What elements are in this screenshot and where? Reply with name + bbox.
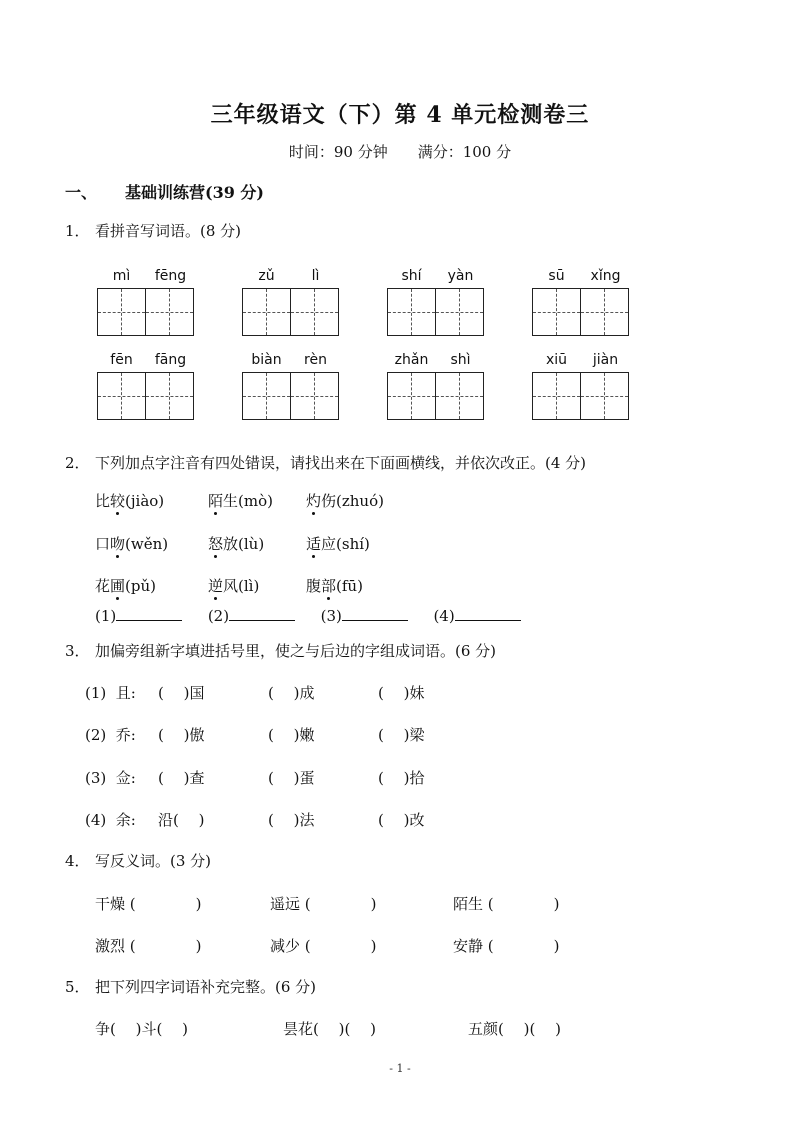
pronunciation-item: 比较(jiào) (95, 492, 165, 510)
pinyin-word-box (387, 352, 485, 412)
writing-cell[interactable] (532, 372, 581, 420)
idiom-item[interactable]: 昙花( )( ) (283, 1020, 376, 1038)
pinyin (242, 352, 340, 370)
radical-label: (1) 且: (85, 684, 136, 702)
pronunciation-item: 口吻(wěn) (95, 535, 169, 553)
pinyin (242, 268, 340, 286)
radical-blank[interactable]: ( )傲 (158, 726, 205, 744)
radical-label: (2) 乔: (85, 726, 136, 744)
dotted-character: 部 (321, 577, 337, 595)
writing-cell[interactable] (145, 288, 194, 336)
pinyin-syllable: rèn (304, 352, 327, 368)
writing-cell[interactable] (435, 288, 484, 336)
pinyin (387, 268, 485, 286)
pinyin-word-box (532, 268, 630, 328)
radical-blank[interactable]: ( )国 (158, 684, 205, 702)
pinyin-syllable: biàn (251, 352, 282, 368)
writing-cell[interactable] (532, 288, 581, 336)
pronunciation-item: 逆风(lì) (208, 577, 260, 595)
answer-blank-2[interactable] (229, 606, 295, 621)
pinyin (532, 352, 630, 370)
antonym-item[interactable]: 干燥 ( ) (95, 895, 202, 913)
writing-cell[interactable] (242, 288, 291, 336)
pronunciation-item: 灼伤(zhuó) (306, 492, 384, 510)
writing-cell[interactable] (580, 372, 629, 420)
pinyin-syllable: xiū (545, 352, 568, 368)
pronunciation-item: 适应(shí) (306, 535, 370, 553)
pinyin-syllable: zǔ (258, 268, 275, 284)
pinyin-word-box (97, 352, 195, 412)
page-title: 三年级语文（下）第 4 单元检测卷三 (210, 102, 590, 128)
radical-blank[interactable]: ( )蛋 (268, 769, 315, 787)
exam-time: 时间：90 分钟 (288, 143, 388, 161)
radical-label: (4) 余: (85, 811, 136, 829)
radical-blank[interactable]: ( )妹 (378, 684, 425, 702)
idiom-item[interactable]: 争( )斗( ) (95, 1020, 188, 1038)
pinyin-syllable: shí (401, 268, 422, 284)
radical-blank[interactable]: ( )拾 (378, 769, 425, 787)
exam-score: 满分：100 分 (417, 143, 512, 161)
radical-blank[interactable]: ( )查 (158, 769, 205, 787)
writing-cell[interactable] (387, 288, 436, 336)
answer-blank-1[interactable] (116, 606, 182, 621)
radical-label: (3) 佥: (85, 769, 136, 787)
pinyin-syllable: xǐng (590, 268, 621, 284)
pinyin-syllable: zhǎn (394, 352, 429, 368)
pinyin-syllable: fēng (154, 268, 187, 284)
pinyin-word-box (387, 268, 485, 328)
antonym-item[interactable]: 遥远 ( ) (270, 895, 377, 913)
question-3: 3． 加偏旁组新字填进括号里，使之与后边的字组成词语。(6 分) (65, 642, 497, 660)
pronunciation-item: 怒放(lù) (208, 535, 265, 553)
radical-blank[interactable]: ( )成 (268, 684, 315, 702)
dotted-character: 吻 (110, 535, 126, 553)
pinyin (97, 352, 195, 370)
radical-blank[interactable]: ( )法 (268, 811, 315, 829)
writing-cell[interactable] (145, 372, 194, 420)
dotted-character: 适 (306, 535, 322, 553)
section-heading: 一、 基础训练营(39 分) (65, 183, 264, 202)
pinyin-syllable: fāng (154, 352, 187, 368)
radical-blank[interactable]: ( )改 (378, 811, 425, 829)
dotted-character: 陌 (208, 492, 224, 510)
writing-cell[interactable] (290, 372, 339, 420)
answer-blank-4[interactable] (455, 606, 521, 621)
dotted-character: 圃 (110, 577, 126, 595)
answer-blank-3[interactable] (342, 606, 408, 621)
writing-cell[interactable] (290, 288, 339, 336)
writing-cell[interactable] (97, 372, 146, 420)
page-number: - 1 - (389, 1062, 411, 1075)
pinyin-syllable: mì (112, 268, 131, 284)
antonym-item[interactable]: 安静 ( ) (453, 937, 560, 955)
answer-blanks: (1) (2) (3) (4) (95, 606, 521, 625)
pinyin-syllable: jiàn (592, 352, 619, 368)
dotted-character: 怒 (208, 535, 224, 553)
question-1: 1． 看拼音写词语。(8 分) (65, 222, 242, 240)
question-2: 2． 下列加点字注音有四处错误，请找出来在下面画横线，并依次改正。(4 分) (65, 454, 587, 472)
pinyin-syllable: lì (311, 268, 320, 284)
writing-cell[interactable] (97, 288, 146, 336)
pronunciation-item: 花圃(pǔ) (95, 577, 156, 595)
pinyin-word-box (97, 268, 195, 328)
dotted-character: 逆 (208, 577, 224, 595)
dotted-character: 灼 (306, 492, 322, 510)
question-5: 5． 把下列四字词语补充完整。(6 分) (65, 978, 317, 996)
antonym-item[interactable]: 陌生 ( ) (453, 895, 560, 913)
pinyin-syllable: shì (450, 352, 471, 368)
pinyin-syllable: fēn (110, 352, 133, 368)
writing-cell[interactable] (242, 372, 291, 420)
idiom-item[interactable]: 五颜( )( ) (468, 1020, 561, 1038)
antonym-item[interactable]: 减少 ( ) (270, 937, 377, 955)
radical-blank[interactable]: ( )嫩 (268, 726, 315, 744)
question-4: 4． 写反义词。(3 分) (65, 852, 212, 870)
exam-info (0, 141, 800, 162)
pronunciation-item: 陌生(mò) (208, 492, 273, 510)
writing-cell[interactable] (387, 372, 436, 420)
dotted-character: 较 (110, 492, 126, 510)
radical-blank[interactable]: 沿( ) (158, 811, 205, 829)
radical-blank[interactable]: ( )梁 (378, 726, 425, 744)
pinyin (97, 268, 195, 286)
pinyin-syllable: sū (548, 268, 565, 284)
antonym-item[interactable]: 激烈 ( ) (95, 937, 202, 955)
pinyin-word-box (242, 268, 340, 328)
pinyin-syllable: yàn (447, 268, 474, 284)
pronunciation-item: 腹部(fū) (306, 577, 363, 595)
pinyin (387, 352, 485, 370)
pinyin-word-box (532, 352, 630, 412)
writing-cell[interactable] (580, 288, 629, 336)
pinyin-word-box (242, 352, 340, 412)
writing-cell[interactable] (435, 372, 484, 420)
pinyin (532, 268, 630, 286)
